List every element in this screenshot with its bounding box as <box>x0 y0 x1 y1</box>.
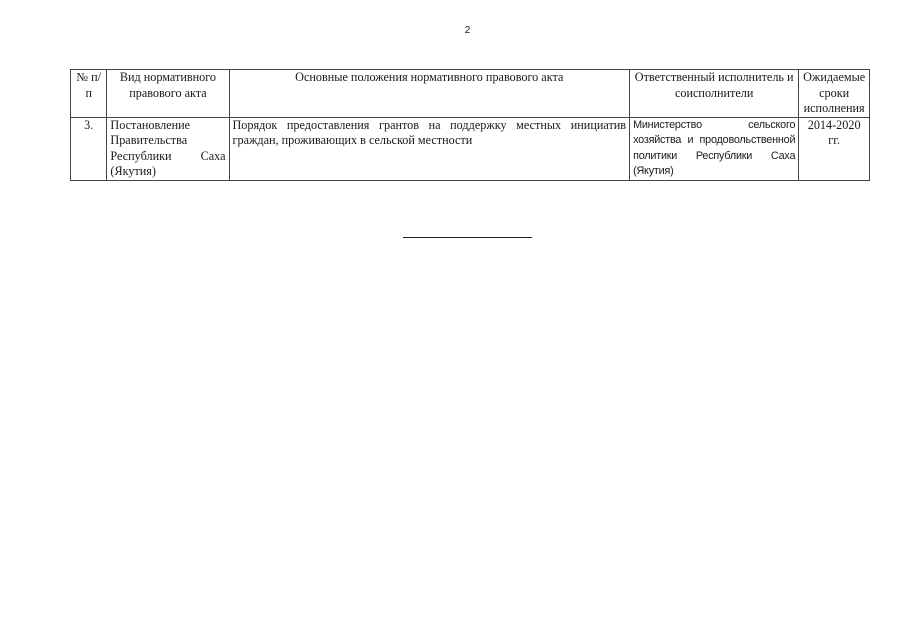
normative-acts-table <box>70 69 870 181</box>
cell-responsible: Министерство сельского хозяйства и продовольственной политики Республики Саха (Якутия) <box>630 117 799 180</box>
header-row <box>71 70 870 118</box>
header-num: № п/п <box>71 70 107 118</box>
table-header <box>71 70 870 118</box>
header-responsible: Ответственный исполнитель и соисполнители <box>630 70 799 118</box>
table-body <box>71 117 870 180</box>
cell-main-provisions: Порядок предоставления грантов на поддержку местных инициатив граждан, проживающих в сельской местности <box>229 117 630 180</box>
cell-num: 3. <box>71 117 107 180</box>
cell-expected-term: 2014-2020 гг. <box>799 117 870 180</box>
header-act-type: Вид нормативного правового акта <box>107 70 229 118</box>
header-expected-term: Ожидаемые сроки исполнения <box>799 70 870 118</box>
page-number: 2 <box>464 25 471 36</box>
header-main-provisions: Основные положения нормативного правового акта <box>229 70 630 118</box>
table-row <box>71 117 870 180</box>
cell-act-type: Постановление Правительства Республики Саха (Якутия) <box>107 117 229 180</box>
closing-divider <box>403 237 532 238</box>
